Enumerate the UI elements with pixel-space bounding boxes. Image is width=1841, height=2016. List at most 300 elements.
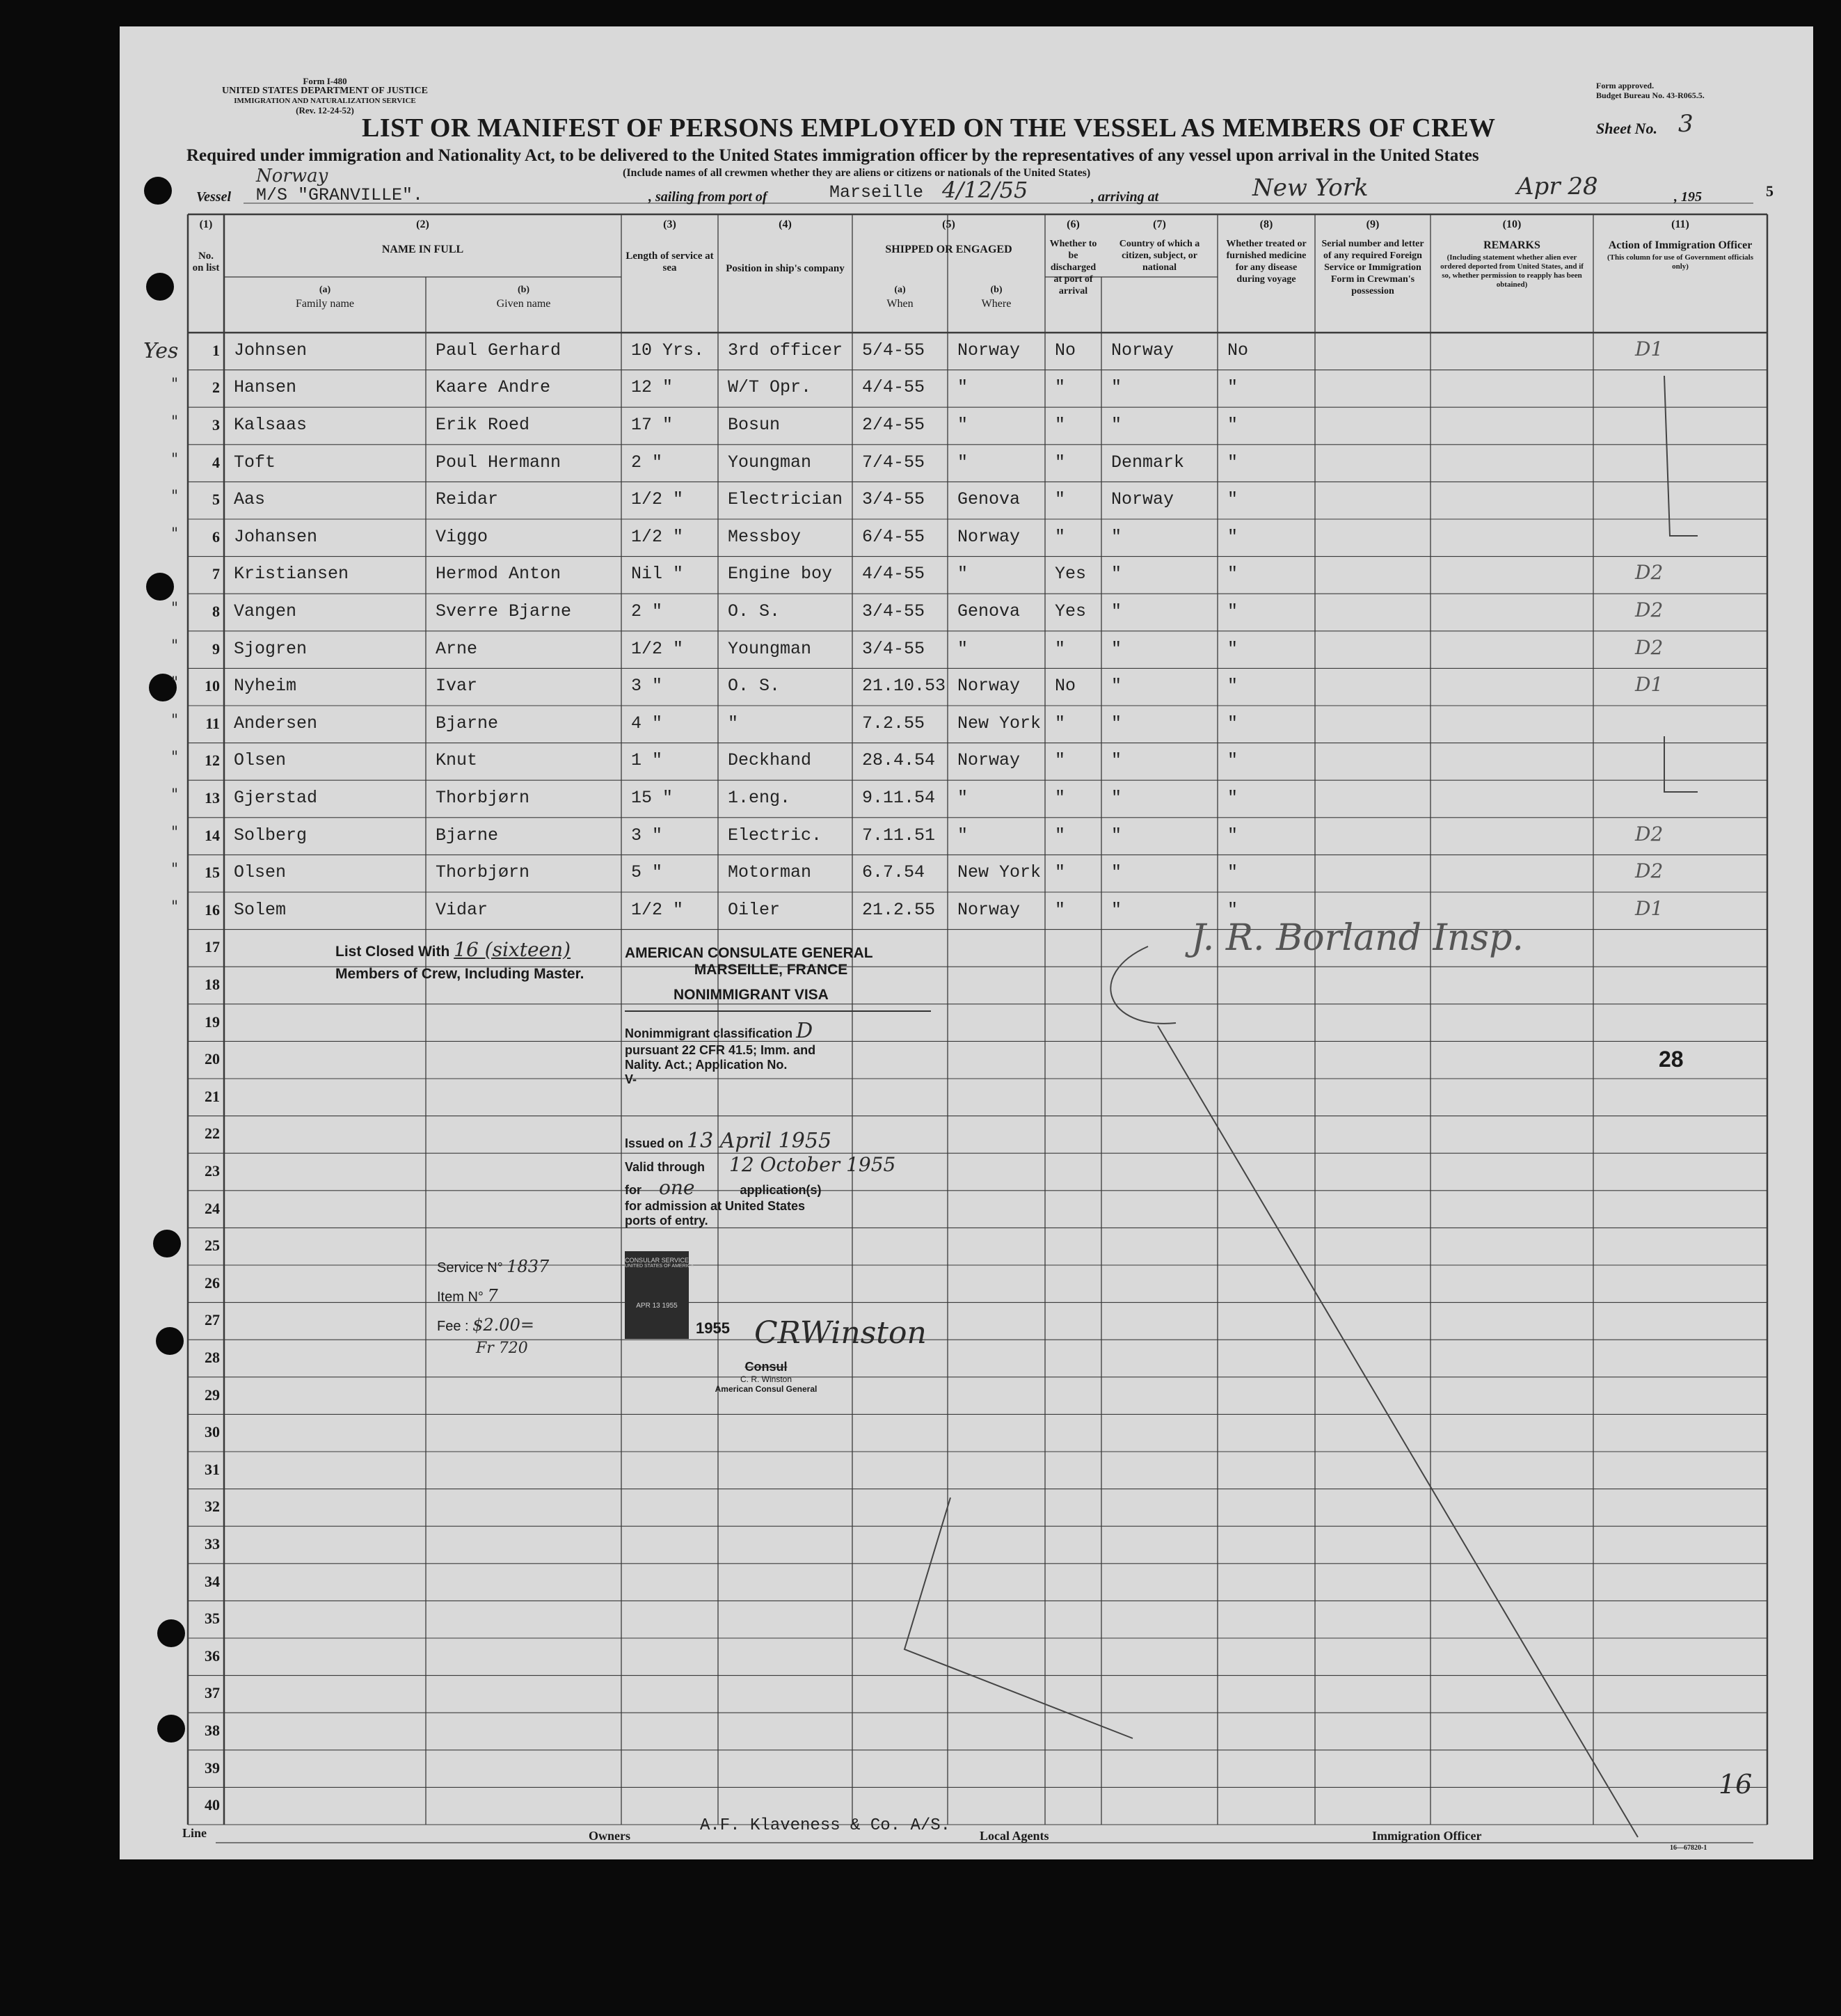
sailing-label: , sailing from port of: [648, 189, 767, 205]
position: 3rd officer: [728, 340, 843, 360]
row-number: 35: [205, 1610, 220, 1628]
discharge-status: ": [1055, 750, 1066, 771]
column-header: Length of service at sea: [625, 251, 714, 273]
service-length: 4 ": [631, 713, 663, 733]
column-header: Serial number and letter of any required Foreign Service or Immigration Form in Crewman's possession: [1321, 239, 1424, 296]
discharge-status: ": [1055, 489, 1066, 510]
pen-stroke: [1664, 736, 1698, 792]
medicine-status: ": [1227, 638, 1238, 659]
ports-line: ports of entry.: [625, 1214, 708, 1228]
visa-type: NONIMMIGRANT VISA: [674, 987, 829, 1003]
approval-block: [1596, 81, 1705, 100]
shipped-where: Genova: [957, 489, 1021, 510]
pen-stroke: [1664, 376, 1698, 536]
given-name: Erik Roed: [436, 415, 530, 435]
stamp-year: 1955: [696, 1319, 730, 1337]
sub-column-number: (a): [319, 285, 331, 295]
sub-column-number: (b): [517, 285, 530, 295]
item-label: Item N°: [437, 1289, 484, 1305]
citizenship: ": [1111, 526, 1122, 547]
shipped-when: 7/4-55: [862, 452, 925, 473]
vessel-flag: Norway: [256, 166, 328, 186]
row-number: 28: [205, 1349, 220, 1366]
valid-value: 12 October 1955: [729, 1153, 896, 1176]
column-number: (5): [942, 219, 955, 230]
family-name: Kalsaas: [234, 415, 308, 435]
print-code: 16—67820-1: [1670, 1844, 1707, 1852]
discharge-status: ": [1055, 526, 1066, 547]
shipped-where: Norway: [957, 899, 1021, 920]
left-margin-mark: ": [171, 413, 179, 431]
citizenship: ": [1111, 750, 1122, 771]
shipped-when: 5/4-55: [862, 340, 925, 360]
row-number: 21: [205, 1087, 220, 1105]
left-margin-mark: ": [171, 488, 179, 506]
service-length: 3 ": [631, 825, 663, 846]
arriving-port: New York: [1252, 174, 1369, 202]
row-number: 13: [205, 789, 220, 807]
issued-value: 13 April 1955: [687, 1129, 832, 1153]
given-name: Bjarne: [436, 825, 499, 846]
given-name: Thorbjørn: [436, 862, 530, 883]
position: Messboy: [728, 526, 802, 547]
column-number: (7): [1153, 219, 1166, 230]
valid-label: Valid through: [625, 1160, 705, 1174]
position: Motorman: [728, 862, 812, 883]
given-name: Sverre Bjarne: [436, 601, 572, 621]
family-name: Toft: [234, 452, 276, 473]
local-agents-label: Local Agents: [980, 1829, 1049, 1843]
left-margin-mark: ": [171, 711, 179, 729]
column-header: Whether to be discharged at port of arrival: [1049, 239, 1097, 296]
column-number: (1): [199, 219, 213, 230]
row-number: 3: [212, 416, 220, 434]
position: Deckhand: [728, 750, 812, 771]
medicine-status: ": [1227, 788, 1238, 808]
medicine-status: ": [1227, 526, 1238, 547]
medicine-status: ": [1227, 489, 1238, 510]
medicine-status: ": [1227, 415, 1238, 435]
left-margin-mark: Yes: [143, 338, 179, 363]
service-length: 12 ": [631, 377, 674, 398]
shipped-when: 4/4-55: [862, 377, 925, 398]
position: Bosun: [728, 415, 781, 435]
admission-line: for admission at United States: [625, 1199, 806, 1213]
shipped-where: ": [957, 825, 969, 846]
given-name: Knut: [436, 750, 478, 771]
classification-label: Nonimmigrant classification: [625, 1026, 793, 1040]
row-number: 26: [205, 1273, 220, 1292]
punch-hole: [153, 1230, 181, 1257]
position: Electrician: [728, 489, 843, 510]
medicine-status: ": [1227, 825, 1238, 846]
sub-column-number: (a): [894, 285, 906, 295]
column-number: (3): [663, 219, 676, 230]
punch-hole: [144, 177, 172, 205]
fee-value: $2.00=: [472, 1315, 534, 1335]
family-name: Kristiansen: [234, 564, 349, 585]
column-header: Whether treated or furnished medicine for any disease during voyage: [1226, 239, 1307, 285]
application-count-label: application(s): [740, 1183, 822, 1197]
shipped-when: 4/4-55: [862, 564, 925, 585]
row-number: 30: [205, 1423, 220, 1441]
given-name: Poul Hermann: [436, 452, 561, 473]
citizenship: ": [1111, 564, 1122, 585]
row-number: 25: [205, 1237, 220, 1255]
left-margin-mark: ": [171, 749, 179, 767]
column-number: (6): [1067, 219, 1080, 230]
service-length: 1/2 ": [631, 899, 684, 920]
discharge-status: ": [1055, 415, 1066, 435]
consul-name: C. R. Winston: [740, 1374, 792, 1384]
shipped-where: ": [957, 415, 969, 435]
medicine-status: No: [1227, 340, 1249, 360]
given-name: Vidar: [436, 899, 488, 920]
given-name: Bjarne: [436, 713, 499, 733]
service-length: 2 ": [631, 601, 663, 621]
discharge-status: ": [1055, 377, 1066, 398]
immigration-officer-label: Immigration Officer: [1372, 1829, 1482, 1843]
visa-stamp: [625, 945, 938, 1228]
citizenship: Denmark: [1111, 452, 1185, 473]
row-number: 38: [205, 1722, 220, 1739]
service-length: 15 ": [631, 788, 674, 808]
left-margin-mark: ": [171, 786, 179, 804]
arriving-date: Apr 28: [1517, 173, 1598, 200]
footer-line-label: Line: [182, 1826, 207, 1840]
discharge-status: ": [1055, 638, 1066, 659]
left-margin-mark: ": [171, 376, 179, 394]
pen-stroke: [1158, 1026, 1638, 1837]
shipped-where: ": [957, 452, 969, 473]
row-number: 9: [212, 640, 220, 658]
discharge-status: ": [1055, 452, 1066, 473]
left-margin-mark: ": [171, 450, 179, 468]
citizenship: ": [1111, 899, 1122, 920]
medicine-status: ": [1227, 713, 1238, 733]
service-length: 1/2 ": [631, 638, 684, 659]
family-name: Nyheim: [234, 676, 297, 697]
sheet-label: Sheet No.: [1596, 120, 1657, 137]
owners-label: Owners: [589, 1829, 630, 1843]
row-number: 27: [205, 1311, 220, 1329]
row-number: 37: [205, 1684, 220, 1702]
family-name: Solem: [234, 899, 287, 920]
position: Youngman: [728, 638, 812, 659]
medicine-status: ": [1227, 377, 1238, 398]
citizenship: ": [1111, 862, 1122, 883]
list-closed-value: 16 (sixteen): [454, 938, 571, 961]
page-title: LIST OR MANIFEST OF PERSONS EMPLOYED ON THE VESSEL AS MEMBERS OF CREW: [362, 113, 1496, 143]
column-header: NAME IN FULL: [381, 244, 464, 255]
officer-action: D2: [1635, 561, 1664, 585]
citizenship: ": [1111, 415, 1122, 435]
position: 1.eng.: [728, 788, 791, 808]
pen-stroke: [904, 1498, 1133, 1738]
shipped-when: 3/4-55: [862, 489, 925, 510]
sheet-value: 3: [1678, 110, 1693, 138]
consulate-line: AMERICAN CONSULATE GENERAL: [625, 945, 873, 961]
row-number: 40: [205, 1796, 220, 1814]
given-name: Arne: [436, 638, 478, 659]
family-name: Aas: [234, 489, 266, 510]
left-margin-mark: ": [171, 674, 179, 692]
column-header: SHIPPED OR ENGAGED: [885, 244, 1012, 255]
shipped-when: 6.7.54: [862, 862, 925, 883]
given-name: Thorbjørn: [436, 788, 530, 808]
margin-number: 28: [1659, 1047, 1684, 1072]
officer-action: D2: [1635, 859, 1664, 883]
list-closed-prefix: List Closed With: [335, 944, 450, 960]
column-header: No. on list: [192, 251, 220, 273]
service-length: Nil ": [631, 564, 684, 585]
item-value: 7: [487, 1286, 498, 1305]
fee-block: [437, 1253, 549, 1357]
shipped-when: 3/4-55: [862, 638, 925, 659]
row-number: 7: [212, 565, 220, 583]
left-margin-mark: ": [171, 823, 179, 841]
row-number: 31: [205, 1460, 220, 1478]
officer-action: D2: [1635, 822, 1664, 846]
service-label: Service N°: [437, 1260, 503, 1276]
row-number: 19: [205, 1013, 220, 1031]
row-number: 33: [205, 1535, 220, 1553]
medicine-status: ": [1227, 676, 1238, 697]
row-number: 22: [205, 1125, 220, 1143]
shipped-where: ": [957, 564, 969, 585]
subtitle: Required under immigration and Nationality Act, to be delivered to the United States immigration officer by the representatives of any vessel upon arrival in the United States: [186, 146, 1479, 165]
position: O. S.: [728, 601, 781, 621]
row-number: 6: [212, 527, 220, 546]
medicine-status: ": [1227, 601, 1238, 621]
family-name: Olsen: [234, 862, 287, 883]
officer-action: D2: [1635, 635, 1664, 659]
row-number: 18: [205, 976, 220, 993]
column-number: (2): [416, 219, 429, 230]
citizenship: ": [1111, 601, 1122, 621]
service-value: 1837: [507, 1257, 550, 1276]
given-name: Ivar: [436, 676, 478, 697]
medicine-status: ": [1227, 862, 1238, 883]
column-header-note: (Including statement whether alien ever ordered deported from United States, and if so, whether permission to reapply has been obtained): [1440, 253, 1584, 289]
medicine-status: ": [1227, 452, 1238, 473]
consul-label: Consul: [744, 1360, 788, 1374]
row-number: 12: [205, 752, 220, 770]
row-number: 24: [205, 1199, 220, 1217]
row-number: 11: [205, 714, 220, 732]
position: ": [728, 713, 739, 733]
column-number: (11): [1671, 219, 1689, 230]
given-name: Viggo: [436, 526, 488, 547]
shipped-where: Genova: [957, 601, 1021, 621]
position: Youngman: [728, 452, 812, 473]
budget-bureau: Budget Bureau No. 43-R065.5.: [1596, 90, 1705, 100]
vessel-label: Vessel: [196, 189, 231, 205]
position: Engine boy: [728, 564, 833, 585]
shipped-when: 28.4.54: [862, 750, 936, 771]
left-margin-mark: ": [171, 898, 179, 916]
consul-block: [707, 1360, 825, 1394]
row-number: 14: [205, 826, 220, 844]
column-header-note: (This column for use of Government officials only): [1607, 253, 1753, 271]
position: Electric.: [728, 825, 822, 846]
discharge-status: Yes: [1055, 564, 1087, 585]
given-name: Hermod Anton: [436, 564, 561, 585]
shipped-when: 21.10.53: [862, 676, 946, 697]
vessel-name: M/S "GRANVILLE".: [256, 185, 424, 205]
given-name: Paul Gerhard: [436, 340, 561, 360]
shipped-where: ": [957, 377, 969, 398]
discharge-status: No: [1055, 676, 1076, 697]
punch-hole: [146, 573, 174, 601]
service-length: 1 ": [631, 750, 663, 771]
citizenship: ": [1111, 788, 1122, 808]
medicine-status: ": [1227, 899, 1238, 920]
position: Oiler: [728, 899, 781, 920]
row-number: 36: [205, 1646, 220, 1665]
row-number: 15: [205, 864, 220, 882]
service-length: 5 ": [631, 862, 663, 883]
discharge-status: ": [1055, 862, 1066, 883]
classification-value: D: [796, 1019, 813, 1043]
for-label: for: [625, 1183, 641, 1197]
family-name: Olsen: [234, 750, 287, 771]
left-margin-mark: ": [171, 525, 179, 543]
revision: (Rev. 12-24-52): [296, 105, 354, 116]
department: UNITED STATES DEPARTMENT OF JUSTICE: [222, 86, 428, 96]
row-number: 34: [205, 1572, 220, 1590]
officer-action: D1: [1635, 673, 1664, 697]
column-number: (8): [1259, 219, 1273, 230]
column-header: Country of which a citizen, subject, or national: [1119, 239, 1200, 273]
left-margin-mark: ": [171, 637, 179, 655]
left-margin-mark: ": [171, 861, 179, 879]
form-number: Form I-480: [303, 76, 347, 86]
column-header: REMARKS: [1483, 239, 1540, 251]
shipped-where: Norway: [957, 750, 1021, 771]
shipped-where: Norway: [957, 340, 1021, 360]
sub-column-header: When: [886, 298, 914, 310]
family-name: Vangen: [234, 601, 297, 621]
application-line: Nality. Act.; Application No.: [625, 1058, 788, 1072]
revenue-stamp: [625, 1251, 694, 1339]
column-header: Action of Immigration Officer: [1608, 239, 1753, 251]
consulate-city: MARSEILLE, FRANCE: [694, 962, 848, 978]
discharge-status: ": [1055, 899, 1066, 920]
officer-signature: J. R. Borland Insp.: [1191, 917, 1524, 959]
citizenship: ": [1111, 377, 1122, 398]
list-closed-block: [335, 938, 571, 961]
officer-action: D1: [1635, 896, 1664, 920]
column-number: (9): [1366, 219, 1380, 230]
discharge-status: ": [1055, 713, 1066, 733]
list-closed-line2: Members of Crew, Including Master.: [335, 966, 584, 982]
shipped-when: 7.11.51: [862, 825, 936, 846]
row-number: 8: [212, 603, 220, 620]
citizenship: Norway: [1111, 340, 1174, 360]
shipped-when: 7.2.55: [862, 713, 925, 733]
revenue-line2: UNITED STATES OF AMERICA: [625, 1264, 694, 1269]
owners-value: A.F. Klaveness & Co. A/S.: [700, 1816, 951, 1835]
shipped-where: ": [957, 638, 969, 659]
shipped-when: 2/4-55: [862, 415, 925, 435]
sub-column-header: Family name: [296, 298, 354, 310]
sub-column-header: Where: [981, 298, 1012, 310]
officer-action: D2: [1635, 598, 1664, 621]
shipped-where: ": [957, 788, 969, 808]
sailing-date: 4/12/55: [942, 177, 1028, 203]
family-name: Sjogren: [234, 638, 308, 659]
shipped-where: Norway: [957, 676, 1021, 697]
shipped-when: 9.11.54: [862, 788, 936, 808]
pen-stroke: [1110, 946, 1176, 1024]
punch-hole: [146, 273, 174, 301]
row-number: 32: [205, 1498, 220, 1516]
year-digit: 5: [1766, 182, 1774, 200]
shipped-where: New York: [957, 862, 1042, 883]
position: O. S.: [728, 676, 781, 697]
family-name: Andersen: [234, 713, 318, 733]
family-name: Johansen: [234, 526, 318, 547]
row-number: 39: [205, 1759, 220, 1777]
citizenship: ": [1111, 825, 1122, 846]
citizenship: ": [1111, 638, 1122, 659]
position: W/T Opr.: [728, 377, 812, 398]
given-name: Reidar: [436, 489, 499, 510]
citizenship: Norway: [1111, 489, 1174, 510]
shipped-where: New York: [957, 713, 1042, 733]
arriving-label: , arriving at: [1091, 189, 1159, 205]
citizenship: ": [1111, 676, 1122, 697]
row-number: 23: [205, 1162, 220, 1180]
row-number: 1: [212, 341, 220, 359]
row-number: 29: [205, 1386, 220, 1404]
total-mark: 16: [1719, 1769, 1753, 1800]
shipped-when: 3/4-55: [862, 601, 925, 621]
punch-hole: [157, 1715, 185, 1743]
left-margin-mark: ": [171, 600, 179, 617]
service-length: 10 Yrs.: [631, 340, 705, 360]
discharge-status: No: [1055, 340, 1076, 360]
form-id-block: [182, 77, 468, 116]
punch-hole: [157, 1619, 185, 1647]
column-number: (4): [779, 219, 792, 230]
citizenship: ": [1111, 713, 1122, 733]
row-number: 5: [212, 491, 220, 509]
column-header: Position in ship's company: [726, 263, 845, 274]
medicine-status: ": [1227, 750, 1238, 771]
issued-label: Issued on: [625, 1136, 684, 1150]
discharge-status: ": [1055, 825, 1066, 846]
family-name: Johnsen: [234, 340, 308, 360]
sub-column-header: Given name: [496, 298, 551, 310]
row-number: 10: [205, 677, 220, 695]
fee-value-francs: Fr 720: [476, 1340, 528, 1357]
discharge-status: Yes: [1055, 601, 1087, 621]
row-number: 16: [205, 900, 220, 919]
sub-column-number: (b): [990, 285, 1003, 295]
row-number: 4: [212, 453, 220, 471]
regulation-line: pursuant 22 CFR 41.5; Imm. and: [625, 1043, 816, 1057]
family-name: Solberg: [234, 825, 308, 846]
sailing-port: Marseille: [829, 182, 924, 203]
shipped-when: 21.2.55: [862, 899, 936, 920]
column-number: (10): [1502, 219, 1522, 230]
service-length: 3 ": [631, 676, 663, 697]
given-name: Kaare Andre: [436, 377, 551, 398]
medicine-status: ": [1227, 564, 1238, 585]
shipped-where: Norway: [957, 526, 1021, 547]
